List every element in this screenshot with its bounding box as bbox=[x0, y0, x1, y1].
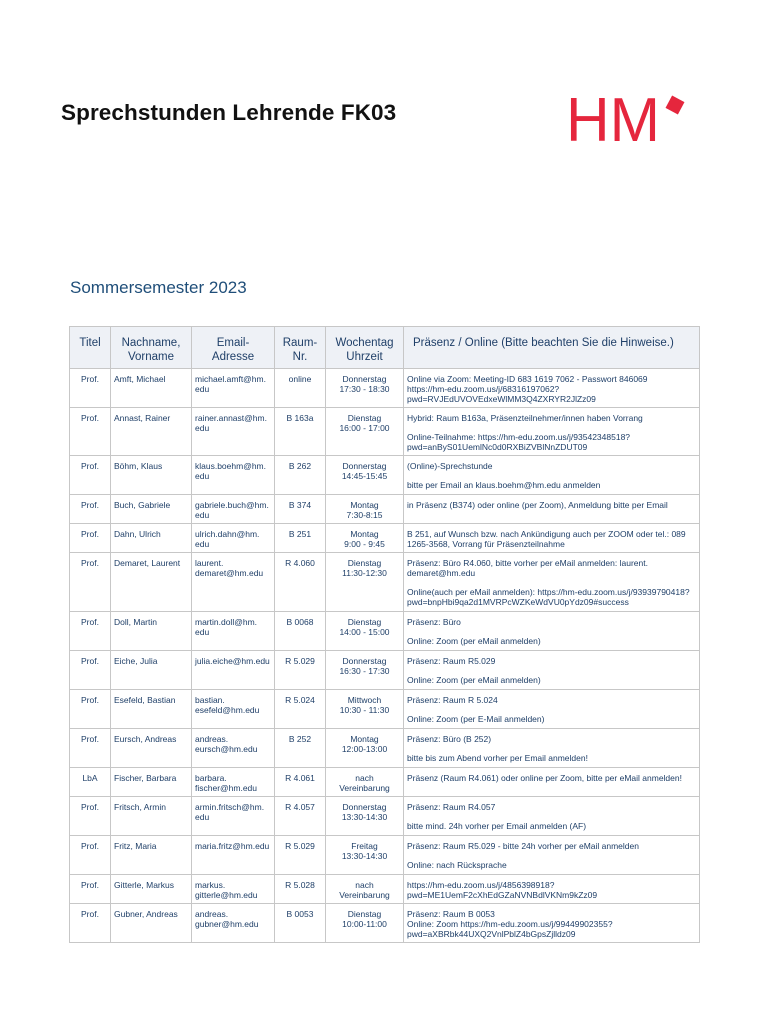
cell-weekday-time: Dienstag 11:30-12:30 bbox=[326, 553, 404, 612]
cell-room: R 4.057 bbox=[275, 797, 326, 836]
cell-name: Doll, Martin bbox=[111, 612, 192, 651]
cell-room: online bbox=[275, 369, 326, 408]
cell-email: julia.eiche@hm.edu bbox=[192, 651, 275, 690]
cell-name: Gitterle, Markus bbox=[111, 875, 192, 904]
table-row bbox=[70, 495, 700, 524]
table-row bbox=[70, 797, 700, 836]
header-email: Email- Adresse bbox=[192, 327, 275, 369]
cell-email: armin.fritsch@hm. edu bbox=[192, 797, 275, 836]
cell-title: LbA bbox=[70, 768, 111, 797]
cell-weekday-time: Dienstag 16:00 - 17:00 bbox=[326, 408, 404, 456]
cell-title: Prof. bbox=[70, 495, 111, 524]
cell-email: maria.fritz@hm.edu bbox=[192, 836, 275, 875]
header-weekday-time: Wochentag Uhrzeit bbox=[326, 327, 404, 369]
cell-room: R 4.061 bbox=[275, 768, 326, 797]
header-name: Nachname, Vorname bbox=[111, 327, 192, 369]
cell-weekday-time: Donnerstag 16:30 - 17:30 bbox=[326, 651, 404, 690]
cell-email: markus. gitterle@hm.edu bbox=[192, 875, 275, 904]
cell-title: Prof. bbox=[70, 369, 111, 408]
header-presence-online: Präsenz / Online (Bitte beachten Sie die Hinweise.) bbox=[404, 327, 700, 369]
cell-weekday-time: Montag 12:00-13:00 bbox=[326, 729, 404, 768]
cell-name: Gubner, Andreas bbox=[111, 904, 192, 943]
cell-title: Prof. bbox=[70, 690, 111, 729]
table-row bbox=[70, 456, 700, 495]
cell-weekday-time: nach Vereinbarung bbox=[326, 768, 404, 797]
cell-room: B 374 bbox=[275, 495, 326, 524]
table-row bbox=[70, 369, 700, 408]
cell-email: gabriele.buch@hm. edu bbox=[192, 495, 275, 524]
cell-presence-online: Online via Zoom: Meeting-ID 683 1619 7062 - Passwort 846069 https://hm-edu.zoom.us/j/68316197062? pwd=RVJEdUVOVEdxeWlMM3Q4ZXRYR2JlZz09 bbox=[404, 369, 700, 408]
semester-heading: Sommersemester 2023 bbox=[70, 278, 247, 297]
cell-presence-online: Präsenz: Raum R4.057 bitte mind. 24h vorher per Email anmelden (AF) bbox=[404, 797, 700, 836]
cell-name: Fritsch, Armin bbox=[111, 797, 192, 836]
cell-email: bastian. esefeld@hm.edu bbox=[192, 690, 275, 729]
cell-name: Demaret, Laurent bbox=[111, 553, 192, 612]
cell-room: R 4.060 bbox=[275, 553, 326, 612]
table-header-row bbox=[70, 327, 700, 369]
cell-title: Prof. bbox=[70, 612, 111, 651]
cell-weekday-time: Freitag 13:30-14:30 bbox=[326, 836, 404, 875]
cell-weekday-time: Dienstag 14:00 - 15:00 bbox=[326, 612, 404, 651]
cell-presence-online: Präsenz: Raum R5.029 Online: Zoom (per eMail anmelden) bbox=[404, 651, 700, 690]
cell-name: Buch, Gabriele bbox=[111, 495, 192, 524]
cell-presence-online: Präsenz: Büro (B 252) bitte bis zum Abend vorher per Email anmelden! bbox=[404, 729, 700, 768]
cell-title: Prof. bbox=[70, 797, 111, 836]
cell-presence-online: https://hm-edu.zoom.us/j/4856398918? pwd=ME1UemF2cXhEdGZaNVNBdlVKNm9kZz09 bbox=[404, 875, 700, 904]
header-room: Raum- Nr. bbox=[275, 327, 326, 369]
cell-email: rainer.annast@hm. edu bbox=[192, 408, 275, 456]
cell-email: ulrich.dahn@hm. edu bbox=[192, 524, 275, 553]
table-row bbox=[70, 768, 700, 797]
table-row bbox=[70, 553, 700, 612]
cell-name: Amft, Michael bbox=[111, 369, 192, 408]
table-row bbox=[70, 875, 700, 904]
cell-title: Prof. bbox=[70, 651, 111, 690]
cell-weekday-time: Montag 9:00 - 9:45 bbox=[326, 524, 404, 553]
cell-email: klaus.boehm@hm. edu bbox=[192, 456, 275, 495]
cell-presence-online: Präsenz: Raum R5.029 - bitte 24h vorher per eMail anmelden Online: nach Rücksprache bbox=[404, 836, 700, 875]
cell-weekday-time: Mittwoch 10:30 - 11:30 bbox=[326, 690, 404, 729]
cell-presence-online: Präsenz (Raum R4.061) oder online per Zoom, bitte per eMail anmelden! bbox=[404, 768, 700, 797]
cell-email: michael.amft@hm. edu bbox=[192, 369, 275, 408]
cell-presence-online: Präsenz: Raum B 0053 Online: Zoom https://hm-edu.zoom.us/j/99449902355? pwd=aXBRbk44UXQ2VnlPblZ4bGpsZjlldz09 bbox=[404, 904, 700, 943]
cell-email: martin.doll@hm. edu bbox=[192, 612, 275, 651]
cell-name: Eursch, Andreas bbox=[111, 729, 192, 768]
cell-name: Eiche, Julia bbox=[111, 651, 192, 690]
header-title: Titel bbox=[70, 327, 111, 369]
table-row bbox=[70, 408, 700, 456]
cell-title: Prof. bbox=[70, 553, 111, 612]
table-row bbox=[70, 651, 700, 690]
cell-presence-online: (Online)-Sprechstunde bitte per Email an klaus.boehm@hm.edu anmelden bbox=[404, 456, 700, 495]
cell-email: laurent. demaret@hm.edu bbox=[192, 553, 275, 612]
cell-title: Prof. bbox=[70, 904, 111, 943]
cell-room: B 262 bbox=[275, 456, 326, 495]
hm-logo bbox=[566, 94, 690, 144]
cell-email: barbara. fischer@hm.edu bbox=[192, 768, 275, 797]
cell-name: Fritz, Maria bbox=[111, 836, 192, 875]
cell-room: B 0068 bbox=[275, 612, 326, 651]
cell-name: Annast, Rainer bbox=[111, 408, 192, 456]
cell-weekday-time: Donnerstag 17:30 - 18:30 bbox=[326, 369, 404, 408]
cell-email: andreas. eursch@hm.edu bbox=[192, 729, 275, 768]
hm-logo-square bbox=[666, 96, 685, 115]
cell-weekday-time: Dienstag 10:00-11:00 bbox=[326, 904, 404, 943]
cell-title: Prof. bbox=[70, 836, 111, 875]
table-row bbox=[70, 690, 700, 729]
cell-room: R 5.029 bbox=[275, 651, 326, 690]
cell-room: R 5.029 bbox=[275, 836, 326, 875]
table-row bbox=[70, 612, 700, 651]
cell-room: B 252 bbox=[275, 729, 326, 768]
office-hours-table bbox=[69, 326, 700, 943]
cell-presence-online: Präsenz: Raum R 5.024 Online: Zoom (per E-Mail anmelden) bbox=[404, 690, 700, 729]
cell-room: R 5.028 bbox=[275, 875, 326, 904]
cell-weekday-time: Montag 7:30-8:15 bbox=[326, 495, 404, 524]
cell-presence-online: B 251, auf Wunsch bzw. nach Ankündigung auch per ZOOM oder tel.: 089 1265-3568, Vorrang für Präsenzteilnahme bbox=[404, 524, 700, 553]
cell-name: Dahn, Ulrich bbox=[111, 524, 192, 553]
page-title: Sprechstunden Lehrende FK03 bbox=[61, 100, 397, 125]
table-row bbox=[70, 524, 700, 553]
cell-name: Böhm, Klaus bbox=[111, 456, 192, 495]
hm-logo-text: HM bbox=[566, 94, 660, 144]
cell-title: Prof. bbox=[70, 524, 111, 553]
cell-name: Esefeld, Bastian bbox=[111, 690, 192, 729]
cell-room: B 0053 bbox=[275, 904, 326, 943]
cell-title: Prof. bbox=[70, 408, 111, 456]
cell-presence-online: in Präsenz (B374) oder online (per Zoom), Anmeldung bitte per Email bbox=[404, 495, 700, 524]
cell-name: Fischer, Barbara bbox=[111, 768, 192, 797]
cell-room: B 163a bbox=[275, 408, 326, 456]
cell-room: R 5.024 bbox=[275, 690, 326, 729]
table-row bbox=[70, 836, 700, 875]
cell-presence-online: Präsenz: Büro Online: Zoom (per eMail anmelden) bbox=[404, 612, 700, 651]
cell-title: Prof. bbox=[70, 729, 111, 768]
table-row bbox=[70, 729, 700, 768]
cell-presence-online: Hybrid: Raum B163a, Präsenzteilnehmer/innen haben Vorrang Online-Teilnahme: https://hm-edu.zoom.us/j/93542348518? pwd=anByS01UemlNc0d0RXBiZVBlNnZDUT09 bbox=[404, 408, 700, 456]
cell-room: B 251 bbox=[275, 524, 326, 553]
cell-email: andreas. gubner@hm.edu bbox=[192, 904, 275, 943]
cell-title: Prof. bbox=[70, 456, 111, 495]
cell-weekday-time: nach Vereinbarung bbox=[326, 875, 404, 904]
cell-presence-online: Präsenz: Büro R4.060, bitte vorher per eMail anmelden: laurent. demaret@hm.edu Online(auch per eMail anmelden): https://hm-edu.zoom.us/j/93939790418? pwd=bnpHbi9qa2d1MVRPcWZKeWdVU0pYdz09#success bbox=[404, 553, 700, 612]
table-row bbox=[70, 904, 700, 943]
cell-title: Prof. bbox=[70, 875, 111, 904]
cell-weekday-time: Donnerstag 13:30-14:30 bbox=[326, 797, 404, 836]
cell-weekday-time: Donnerstag 14:45-15:45 bbox=[326, 456, 404, 495]
